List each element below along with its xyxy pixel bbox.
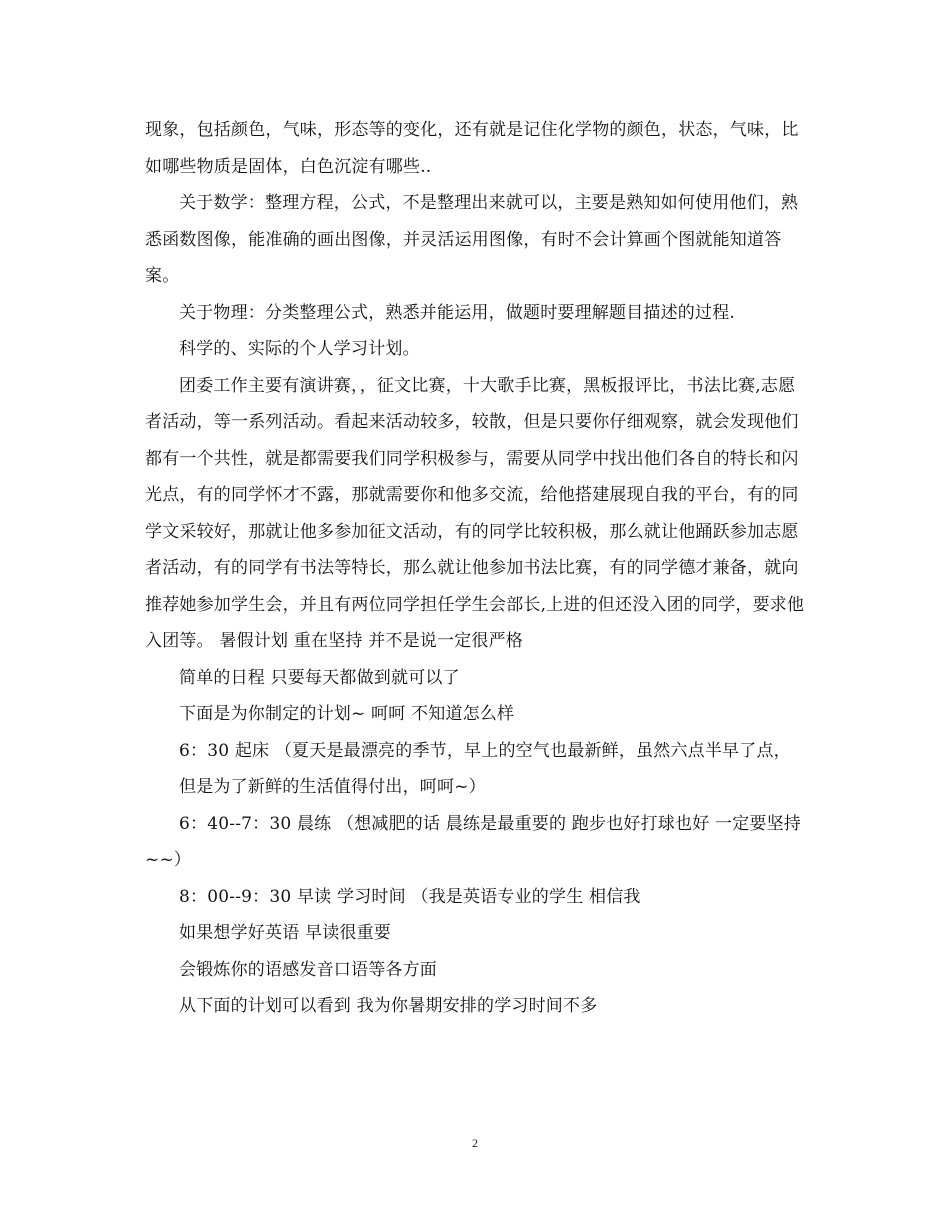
paragraph-study-plan-heading: 科学的、实际的个人学习计划。 [179, 339, 420, 359]
paragraph-math: 关于数学：整理方程，公式，不是整理出来就可以，主要是熟知如何使用他们，熟悉函数图像，能准确的画出图像，并灵活运用图像，有时不会计算画个图就能知道答案。 [145, 193, 799, 286]
paragraph-morning-reading: 8：00--9：30 早读 学习时间 （我是英语专业的学生 相信我 [179, 886, 641, 907]
paragraph-league-work: 团委工作主要有演讲赛，，征文比赛，十大歌手比赛，黑板报评比，书法比赛,志愿者活动，等一系列活动。看起来活动较多，较散，但是只要你仔细观察，就会发现他们都有一个共性，就是都需要我们同学积极参与，需要从同学中找出他们各自的特长和闪光点，有的同学怀才不露，那就需要你和他多交流，给他搭建展现自我的平台，有的同学文采较好，那就让他多参加征文活动，有的同学比较积极，那么就让他踊跃参加志愿者活动，有的同学有书法等特长，那么就让他参加书法比赛，有的同学德才兼备，就向推荐她参加学生会，并且有两位同学担任学生会部长,上进的但还没入团的同学，要求他入团等。 暑假计划 重在坚持 并不是说一定很严格 [145, 375, 805, 651]
paragraph-study-time-note: 从下面的计划可以看到 我为你暑期安排的学习时间不多 [179, 996, 598, 1016]
paragraph-morning-exercise: 6：40--7：30 晨练 （想减肥的话 晨练是最重要的 跑步也好打球也好 一定要坚持~~） [145, 813, 802, 870]
paragraph-worth-it: 但是为了新鲜的生活值得付出，呵呵~） [179, 777, 486, 797]
paragraph-physics: 关于物理：分类整理公式，熟悉并能运用，做题时要理解题目描述的过程. [179, 302, 736, 323]
paragraph-english-tip: 如果想学好英语 早读很重要 [179, 923, 392, 943]
paragraph-simple-schedule: 简单的日程 只要每天都做到就可以了 [179, 667, 460, 688]
paragraph-wake-up: 6：30 起床 （夏天是最漂亮的季节，早上的空气也最新鲜，虽然六点半早了点， [179, 740, 791, 761]
page-number: 2 [472, 1136, 478, 1150]
paragraph-chemistry-continued: 现象，包括颜色，气味，形态等的变化，还有就是记住化学物的颜色，状态，气味，比如哪些物质是固体，白色沉淀有哪些.. [145, 120, 799, 177]
paragraph-plan-intro: 下面是为你制定的计划~ 呵呵 不知道怎么样 [179, 704, 515, 724]
document-body [145, 112, 805, 1025]
paragraph-language-sense: 会锻炼你的语感发音口语等各方面 [179, 959, 437, 980]
